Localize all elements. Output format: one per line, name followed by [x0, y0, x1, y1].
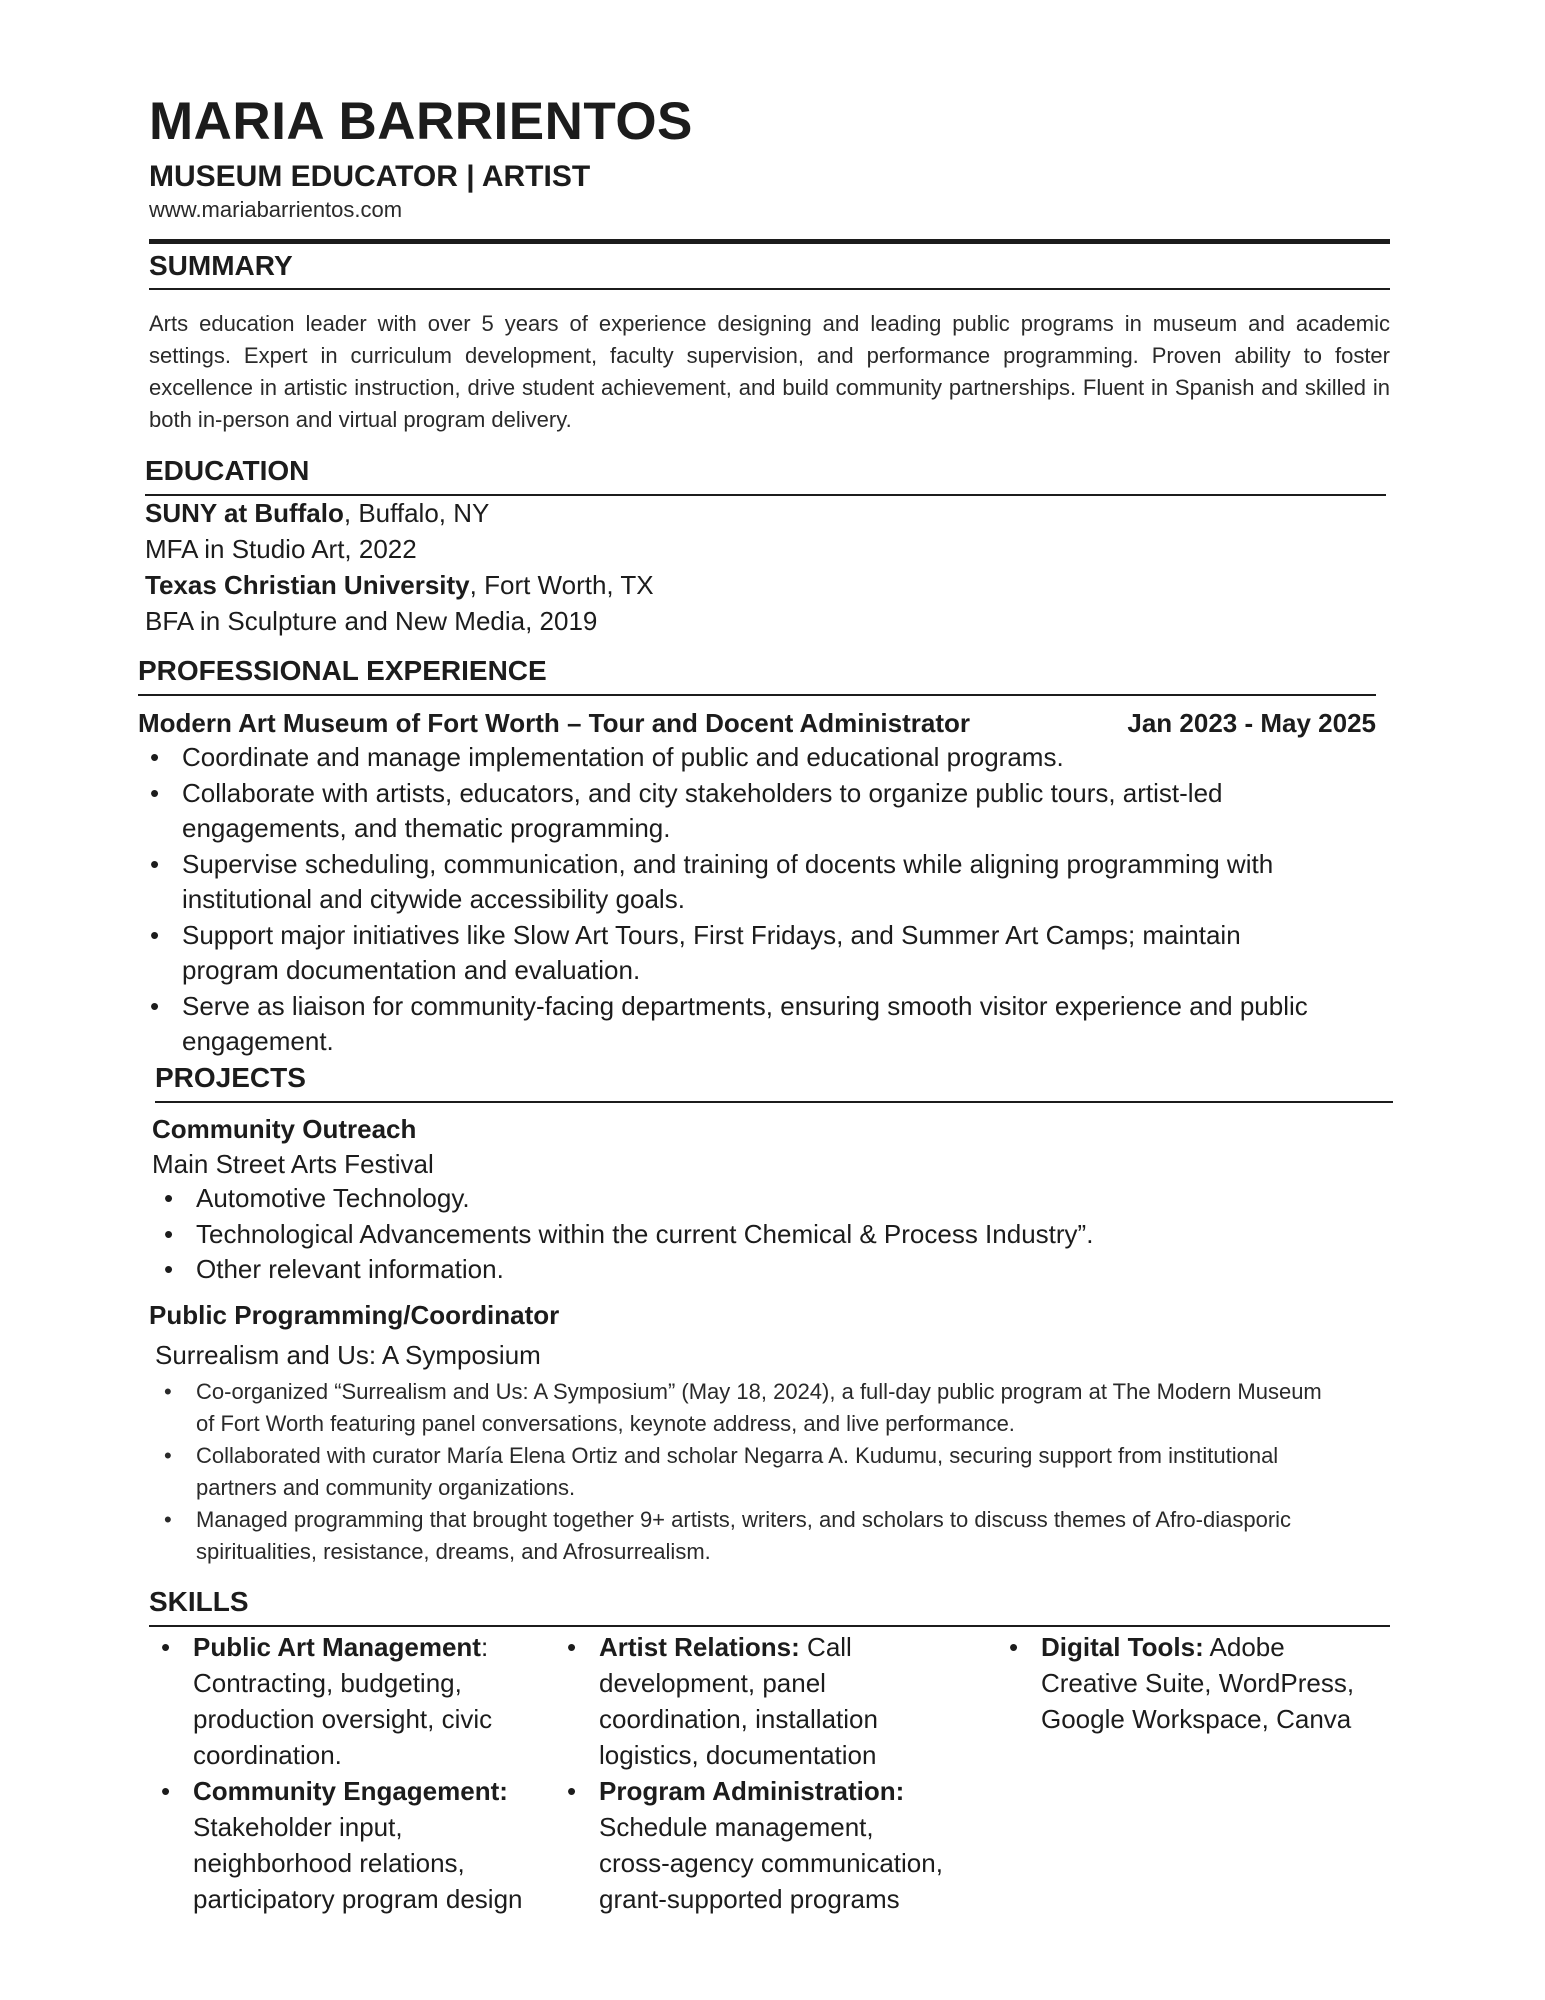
bullet-text: Coordinate and manage implementation of public and educational programs. — [182, 742, 1064, 772]
job-bullet-list — [150, 740, 1322, 1060]
skill-label: Program Administration: — [599, 1776, 905, 1806]
list-item — [150, 740, 1322, 776]
bullet-text: Support major initiatives like Slow Art Tours, First Fridays, and Summer Art Camps; maintain program documentation and evaluation. — [182, 919, 1241, 985]
list-item — [164, 1217, 1346, 1253]
skill-label: Community Engagement: — [193, 1776, 508, 1806]
bullet-icon: • — [567, 1776, 577, 1806]
projects-divider — [155, 1101, 1393, 1103]
bullet-icon: • — [161, 1776, 171, 1806]
skill-separator: : — [480, 1632, 489, 1662]
education-school-line — [145, 567, 654, 603]
skill-label: Public Art Management — [193, 1632, 481, 1662]
list-item — [164, 1440, 1346, 1504]
skill-item — [161, 1773, 538, 1917]
bullet-icon: • — [150, 848, 160, 879]
skill-text: Contracting, budgeting, production oversight, civic coordination. — [193, 1668, 493, 1770]
list-item — [150, 776, 1322, 847]
bullet-icon: • — [161, 1632, 171, 1662]
education-degree: MFA in Studio Art, 2022 — [145, 534, 417, 564]
candidate-title: MUSEUM EDUCATOR | ARTIST — [149, 160, 591, 193]
skill-item — [567, 1629, 944, 1773]
bullet-icon: • — [150, 742, 160, 772]
bullet-icon: • — [164, 1443, 172, 1468]
programming-project-name: Surrealism and Us: A Symposium — [155, 1340, 541, 1370]
skill-text: Adobe Creative Suite, WordPress, Google Workspace, Canva — [1041, 1632, 1355, 1734]
education-location: , Buffalo, NY — [343, 498, 490, 528]
list-item — [164, 1376, 1346, 1440]
list-item — [164, 1181, 1346, 1217]
bullet-text: Serve as liaison for community-facing departments, ensuring smooth visitor experience and public engagement. — [182, 990, 1308, 1056]
job-dates: Jan 2023 - May 2025 — [1127, 708, 1376, 738]
education-school: Texas Christian University — [145, 570, 470, 600]
education-heading: EDUCATION — [145, 455, 310, 486]
skill-item — [1009, 1629, 1386, 1737]
bullet-text: Collaborate with artists, educators, and city stakeholders to organize public tours, artist-led engagements, and thematic programming. — [182, 777, 1223, 843]
education-school: SUNY at Buffalo — [145, 498, 344, 528]
skills-column-2 — [567, 1629, 944, 1917]
bullet-text: Technological Advancements within the current Chemical & Process Industry”. — [196, 1218, 1094, 1249]
skills-column-1 — [161, 1629, 538, 1917]
education-school-line — [145, 495, 654, 531]
bullet-icon: • — [150, 777, 160, 808]
programming-bullet-list — [164, 1376, 1346, 1568]
outreach-project-name: Main Street Arts Festival — [152, 1149, 434, 1179]
candidate-name: MARIA BARRIENTOS — [149, 92, 693, 151]
bullet-icon: • — [1009, 1632, 1019, 1662]
bullet-icon: • — [164, 1218, 174, 1249]
bullet-text: Collaborated with curator María Elena Ortiz and scholar Negarra A. Kudumu, securing support from institutional partners and community organizations. — [196, 1443, 1279, 1500]
bullet-icon: • — [164, 1507, 172, 1532]
website-link[interactable]: www.mariabarrientos.com — [149, 197, 403, 222]
bullet-icon: • — [164, 1379, 172, 1404]
outreach-heading: Community Outreach — [152, 1114, 417, 1144]
list-item — [150, 918, 1322, 989]
education-list — [145, 495, 654, 639]
outreach-bullet-list — [164, 1181, 1346, 1288]
summary-heading: SUMMARY — [149, 250, 293, 281]
list-item — [164, 1252, 1346, 1288]
bullet-text: Other relevant information. — [196, 1254, 504, 1284]
skills-divider — [149, 1625, 1390, 1627]
bullet-icon: • — [164, 1254, 174, 1284]
skill-item — [567, 1773, 944, 1917]
skills-column-3 — [1009, 1629, 1386, 1737]
education-location: , Fort Worth, TX — [469, 570, 654, 600]
bullet-icon: • — [150, 990, 160, 1021]
bullet-icon: • — [567, 1632, 577, 1662]
projects-heading: PROJECTS — [155, 1062, 306, 1093]
programming-heading: Public Programming/Coordinator — [149, 1300, 560, 1330]
skill-label: Digital Tools: — [1041, 1632, 1204, 1662]
job-title: Modern Art Museum of Fort Worth – Tour and Docent Administrator — [138, 708, 970, 738]
experience-divider — [138, 694, 1376, 696]
bullet-text: Managed programming that brought together 9+ artists, writers, and scholars to discuss themes of Afro-diasporic spiritualities, resistance, dreams, and Afrosurrealism. — [196, 1507, 1292, 1564]
skill-text: Schedule management, cross-agency communication, grant-supported programs — [599, 1812, 943, 1914]
skill-text: Call development, panel coordination, installation logistics, documentation — [599, 1632, 878, 1770]
summary-divider — [149, 288, 1390, 290]
bullet-icon: • — [150, 919, 160, 950]
list-item — [150, 847, 1322, 918]
skill-item — [161, 1629, 538, 1773]
header-divider — [149, 239, 1390, 244]
bullet-text: Supervise scheduling, communication, and training of docents while aligning programming with institutional and citywide accessibility goals. — [182, 848, 1274, 914]
education-degree: BFA in Sculpture and New Media, 2019 — [145, 606, 598, 636]
experience-heading: PROFESSIONAL EXPERIENCE — [138, 655, 547, 686]
bullet-text: Co-organized “Surrealism and Us: A Symposium” (May 18, 2024), a full-day public program at The Modern Museum of Fort Worth featuring panel conversations, keynote address, and live performance. — [196, 1379, 1322, 1436]
skills-heading: SKILLS — [149, 1586, 249, 1617]
summary-text: Arts education leader with over 5 years of experience designing and leading public programs in museum and academic settings. Expert in curriculum development, faculty supervision, and performance programming. Proven ability to foster excellence in artistic instruction, drive student achievement, and build community partnerships. Fluent in Spanish and skilled in both in-person and virtual program delivery. — [149, 311, 1390, 432]
skill-text: Stakeholder input, neighborhood relations, participatory program design — [193, 1812, 523, 1914]
list-item — [164, 1504, 1346, 1568]
list-item — [150, 989, 1322, 1060]
bullet-icon: • — [164, 1183, 174, 1213]
skill-label: Artist Relations: — [599, 1632, 800, 1662]
bullet-text: Automotive Technology. — [196, 1183, 470, 1213]
